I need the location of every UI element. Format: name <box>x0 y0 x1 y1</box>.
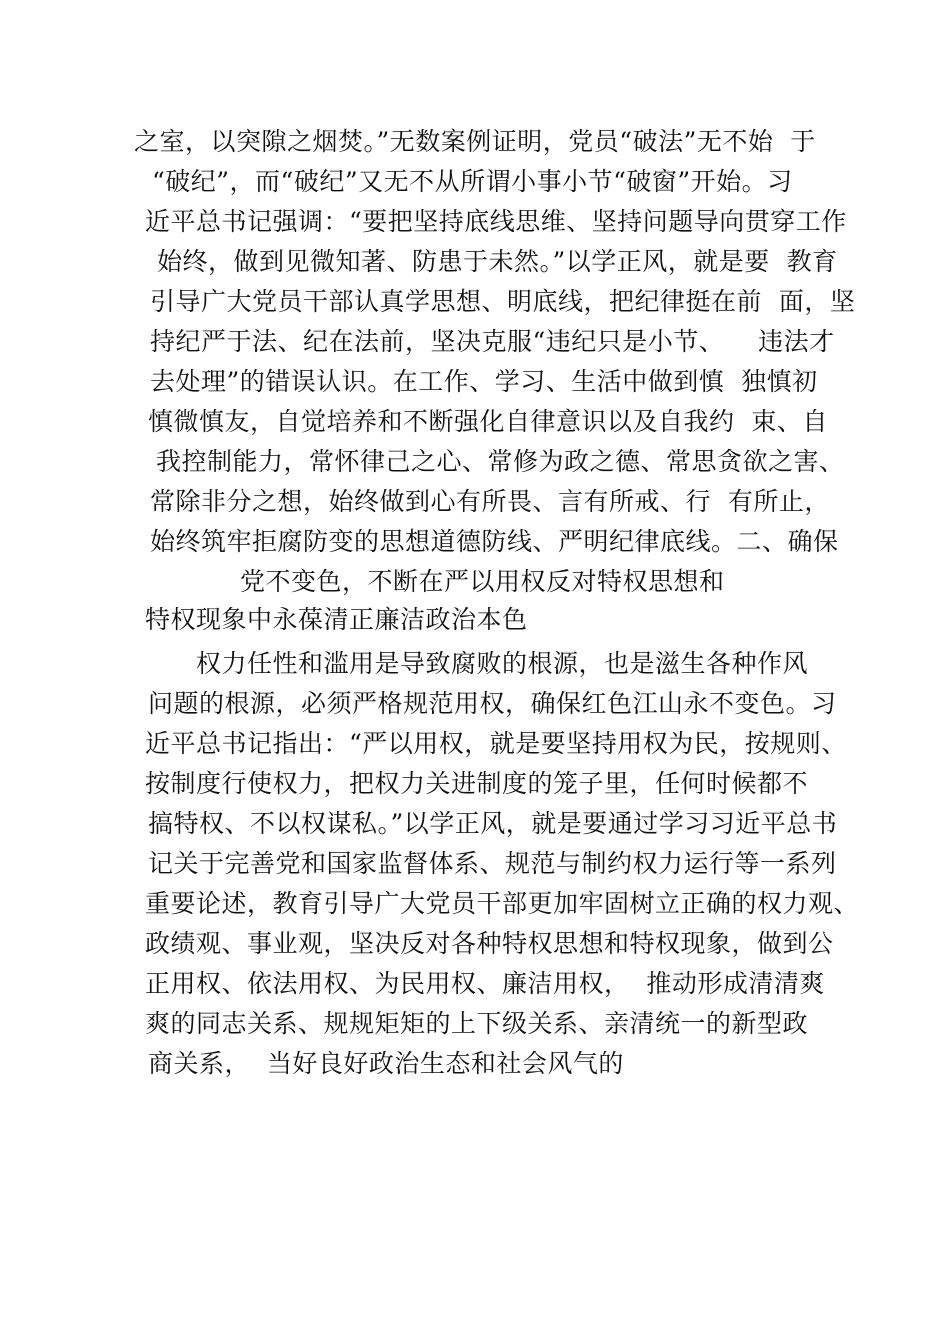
text-line: 近平总书记指出：“严以用权，就是要坚持用权为民，按规则、 <box>145 729 847 758</box>
text-line: 重要论述，教育引导广大党员干部更加牢固树立正确的权力观、 <box>145 889 860 918</box>
text-line: 按制度行使权力，把权力关进制度的笼子里，任何时候都不 <box>145 769 809 798</box>
text-line: 去处理”的错误认识。在工作、学习、生活中做到慎 独慎初 <box>150 367 818 396</box>
text-line: 慎微慎友，自觉培养和不断强化自律意识以及自我约 束、自 <box>148 407 828 436</box>
section-heading-line: 特权现象中永葆清正廉洁政治本色 <box>145 605 528 634</box>
text-line: 搞特权、不以权谋私。”以学正风，就是要通过学习习近平总书 <box>148 809 838 838</box>
text-line: 记关于完善党和国家监督体系、规范与制约权力运行等一系列 <box>148 849 837 878</box>
text-line: 爽的同志关系、规规矩矩的上下级关系、亲清统一的新型政 <box>145 1009 809 1038</box>
section-heading-line: 党不变色，不断在严以用权反对特权思想和 <box>240 567 725 596</box>
text-line: 引导广大党员干部认真学思想、明底线，把纪律挺在前 面，坚 <box>150 287 856 316</box>
text-line: 常除非分之想，始终做到心有所畏、言有所戒、行 有所止， <box>150 487 830 516</box>
text-line: 近平总书记强调：“要把坚持底线思维、坚持问题导向贯穿工作 <box>145 207 847 236</box>
text-line: 之室，以突隙之烟焚。”无数案例证明，党员“破法”无不始 于 <box>134 127 816 156</box>
text-line: 始终，做到见微知著、防患于未然。”以学正风，就是要 教育 <box>157 247 838 276</box>
text-line: 始终筑牢拒腐防变的思想道德防线、严明纪律底线。二、确保 <box>150 527 839 556</box>
text-line: 持纪严于法、纪在法前，坚决克服“违纪只是小节、 违法才 <box>150 327 835 356</box>
text-line: 问题的根源，必须严格规范用权，确保红色江山永不变色。习 <box>148 689 837 718</box>
paragraph-first-line: 权力任性和滥用是导致腐败的根源，也是滋生各种作风 <box>196 649 809 678</box>
text-line: 政绩观、事业观，坚决反对各种特权思想和特权现象，做到公 <box>145 929 834 958</box>
text-line: “破纪”，而“破纪”又无不从所谓小事小节“破窗”开始。习 <box>152 167 793 196</box>
text-line: 我控制能力，常怀律己之心、常修为政之德、常思贪欲之害、 <box>156 447 845 476</box>
text-line: 商关系， 当好良好政治生态和社会风气的 <box>148 1049 624 1078</box>
text-line: 正用权、依法用权、为民用权、廉洁用权， 推动形成清清爽 <box>145 969 825 998</box>
